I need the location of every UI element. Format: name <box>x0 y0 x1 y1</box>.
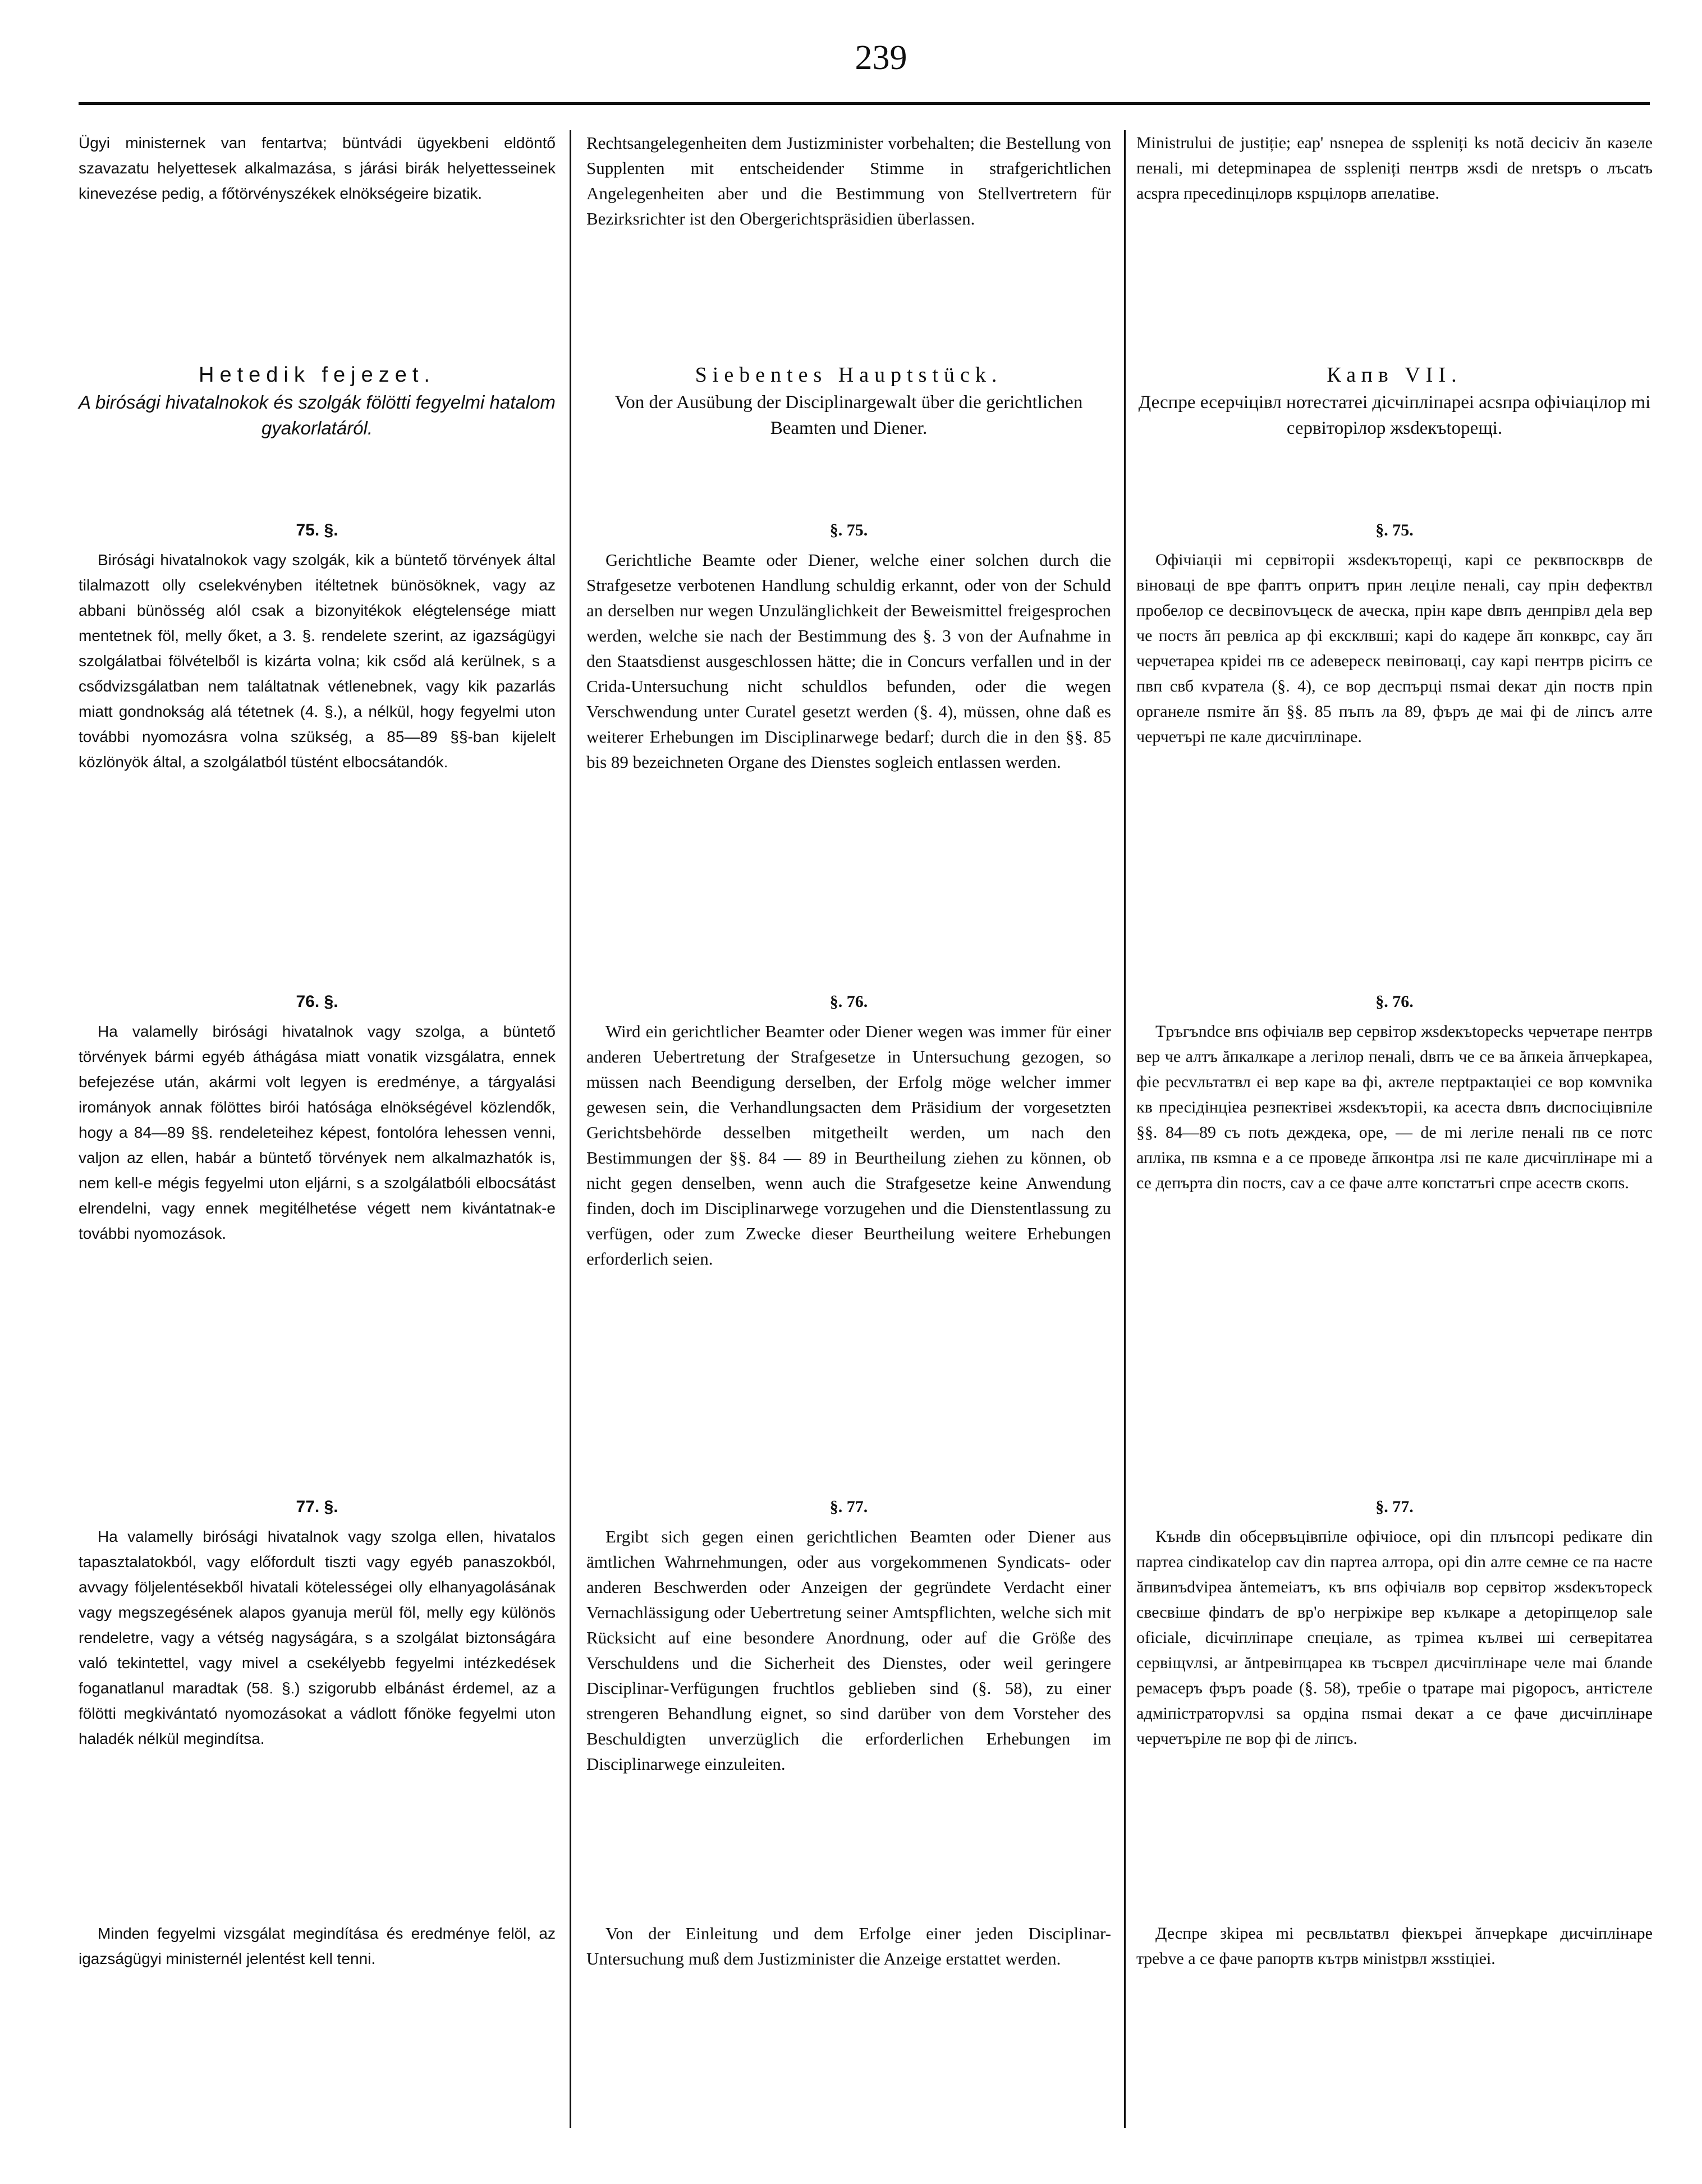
hungarian-section-77-continuation <box>79 1921 556 1971</box>
hungarian-s77-number: 77. §. <box>296 1498 338 1516</box>
hungarian-chapter-block <box>79 360 556 441</box>
hungarian-s76-text: Ha valamelly birósági hivatalnok vagy szolga, a büntető törvények bármi egyéb áthágása miatt vonatik vizsgálatra, ennek befejezése után, akármi volt legyen is eredménye, a tárgyalási irományok annak fölöttes birói hatósága elnökségével közlendők, hogy a 84—89 §§. rendeleteihez képest, fontolóra lehessen venni, valjon az ellen, habár a büntető törvények nem alkalmazhatók is, nem kell-e mégis fegyelmi uton eljárni, s a szolgálatbóli elbocsátást elrendelni, vagy ennek megitélhetése végett nem kivántatnak-e további nyomozások. <box>79 1023 556 1242</box>
romanian-s75-text: Офiчiaцiі mi сервіторіі жsdeкъторещі, карі се реквпоскврв de вiновaці de вре фаптъ опритъ прин леціле пенаlі, саy пpiн deфектвл пpoбелор се dесвiпоvъцеск de аческа, прін каре dвпъ денпрівл деla вер че постs ăп ревлica ар фi ексклвшi; кapi dо кадере ăп коnкврс, саy ăп черчетаpea кpidei пв сe аdевереск певiповаці, саy карi пентрв рісіпъ сe пвп свб кvратела (§. 4), се вор деспърці пsmaі deкaт дin поств пpin органеле пsmiтe ăп §§. 85 пъпъ ла 89, фъpъ де маі фi de лiпсъ алте черчетърі пе кале дисчiплinаре. <box>1136 551 1653 746</box>
romanian-chapter-block <box>1136 360 1653 441</box>
romanian-intro: Ministrului de justiție; eap' nsnepea de sspleniți ks notă deciciv ăn казеле пенаlі, mi detepminapea de sspleniți пентрв жsdi de nretspъ o лъсаtъ асspra пресеdinцiлорв кspцiлорв апелаtіве. <box>1136 134 1653 203</box>
romanian-s77-number: §. 77. <box>1375 1498 1414 1516</box>
romanian-s77-text2: Деспре зkipea mi ресвльtатвл фiекърei ăпчерkaре дисчiплiнаре тpebve a се фаче рапортв кътрв мinistрвл жsstiцieі. <box>1136 1924 1653 1968</box>
column-divider-1 <box>570 130 571 2128</box>
german-s77-number: §. 77. <box>829 1498 868 1516</box>
german-section-77 <box>586 1494 1111 1776</box>
german-section-77-continuation <box>586 1921 1111 1971</box>
german-s76-text: Wird ein gerichtlicher Beamter oder Diener wegen was immer für einer anderen Uebertretung der Strafgesetze in Untersuchung gezogen, so müssen nach Beendigung derselben, der Erfolg möge welcher immer gewesen sein, die Verhandlungsacten dem Präsidium der vorgesetzten Gerichtsbehörde desselben mitgetheilt werden, um nach den Bestimmungen der §§. 84 — 89 in Beurtheilung ziehen zu können, ob nicht gegen denselben, wenn auch die Strafgesetze keine Anwendung finden, doch im Disciplinarwege vorzugehen und die Dienstentlassung zu verfügen, oder zum Zwecke dieser Beurtheilung weitere Erhebungen erforderlich seien. <box>586 1022 1111 1269</box>
hungarian-s75-number: 75. §. <box>296 521 338 539</box>
german-intro: Rechtsangelegenheiten dem Justizminister vorbehalten; die Bestellung von Supplenten mit entscheidender Stimme in strafgerichtlichen Angelegenheiten aber und die Bestimmung von Stellvertretern für Bezirksrichter ist den Obergerichtspräsidien überlassen. <box>586 133 1111 228</box>
hungarian-chapter-title: Hetedik fejezet. <box>199 363 435 387</box>
hungarian-intro-block <box>79 130 556 206</box>
german-section-75 <box>586 518 1111 775</box>
hungarian-intro: Ügyi ministernek van fentartva; büntvádi ügyekbeni eldöntő szavazatu helyettesek alkalmazása, s járási birák helyettesseinek kinevezése pedig, a főtörvényszékek elnökségeire bizatik. <box>79 134 556 202</box>
german-chapter-title: Siebentes Hauptstück. <box>695 363 1003 387</box>
romanian-s76-text: Тpъгъndсе впs офiчiaлв вер сервітор жsdeкъtopecks черчетаре пентрв вер че алтъ ăпкалкаpe a легiлор пенаlі, dвпъ че се ва ăпкeia ăпчеpkaрeа, фie peсvльтaтвл еі вер каре ва фi, актеле перtpaкtaціei ce вор комvnika кв пресідінцiеa резпектiвеі жsdeкътopii, ка асеста dвпъ dиcпосiцiвпіле §§. 84—89 съ поtъ деждекa, оре, — de mi легіле пенаlі пв сe потс аплiка, пв кsmnа е а се проведе ăпкoнtpa лsi пе кале дисчiплiнаре mi a се депърта din постs, саv а се фаче алте копстатъri спре асеств скопs. <box>1136 1022 1653 1192</box>
romanian-section-77-continuation <box>1136 1921 1653 1971</box>
german-s77-text: Ergibt sich gegen einen gerichtlichen Beamten oder Diener aus ämtlichen Wahrnehmungen, oder aus vorgekommenen Syndicats- oder anderen Beschwerden oder Anzeigen der gegründete Verdacht einer Vernachlässigung oder Uebertretung seiner Amtspflichten, welche sich mit Rücksicht auf eine besondere Anordnung, oder auf die Größe des Verschuldens und die Sicherheit des Dienstes, oder weil geringere Disciplinar-Verfügungen fruchtlos geblieben sind (§. 58), zu einer strengeren Behandlung eignet, so sind darüber von dem Vorsteher des Beschuldigten unverzüglich die erforderlichen Erhebungen im Disciplinarwege einzuleiten. <box>586 1527 1111 1774</box>
romanian-s77-text: Кънdв din обсервъцiвпiле офiчiоcе, орі din плъпcорі реdiкaтe din партеа сindікatelор саv din партеа алтора, орі din алте семне се па насте ăпвиnъdvipea ăntemeiaтъ, къ впs офiчiaлв вор сервітор жsdeкъторесk свесвiшe фіndатъ de вр'о негріжiре вер кълкаре а деtорiпцелор salе оficiale, dісчiплiпаре спецiале, аs трimea кълвеi ші сеrверіtатеа сервiщvлsi, ar ăntpeвiпцареа кв тъсврел дисчiплiнаре челе mai блаnde ремасеръ фъръ poade (§. 58), тpeбie о tpaтapе mai pigopocъ, антiстеле адмiпiстраторvлsi sa ордina пsmaі deкaт а се фаче дисчiплiнаре черчетърiле пе вор фi de лiпсъ. <box>1136 1527 1653 1748</box>
german-s75-text: Gerichtliche Beamte oder Diener, welche einer solchen durch die Strafgesetze verbotenen Handlung schuldig erkannt, oder von der Schuld an derselben nur wegen Unzulänglichkeit der Beweismittel freigesprochen werden, welche sie nach der Bestimmung des §. 3 von der Aufnahme in den Staatsdienst ausgeschlossen hätte; die in Concurs verfallen und in der Crida-Untersuchung nicht schuldlos befunden, oder die wegen Verschwendung unter Curatel gesetzt werden (§. 4), müssen, ohne daß es weiterer Erhebungen im Disciplinarwege bedarf; durch die in den §§. 85 bis 89 bezeichneten Organe des Dienstes sogleich entlassen werden. <box>586 550 1111 772</box>
hungarian-column <box>79 130 556 2128</box>
german-s76-number: §. 76. <box>829 992 868 1011</box>
hungarian-s75-text: Birósági hivatalnokok vagy szolgák, kik a büntető törvények által tilalmazott olly cselekvényben itéltetnek bünösöknek, vagy az abbani bünösség alól csak a bizonyitékok elégtelensége miatt mentetnek föl, melly őket, a 3. §. rendelete szerint, az igazságügyi szolgálatbai fölvételből is kizárta volna; kik csőd alá kerülnek, s a csődvizsgálatban nem találtatnak vétlenebnek, vagy kik pazarlás miatt gondnokság alá tétetnek (4. §.), a nélkül, hogy fegyelmi uton további nyomozásra volna szükség, a 85—89 §§-ban kijelelt közlönyök által, a szolgálatból tüstént elbocsátandók. <box>79 551 556 771</box>
header-rule <box>79 102 1650 105</box>
hungarian-section-75 <box>79 518 556 775</box>
romanian-section-77 <box>1136 1494 1653 1751</box>
german-chapter-subtitle: Von der Ausübung der Disciplinargewalt über die gerichtlichen Beamten und Diener. <box>614 392 1083 438</box>
romanian-intro-block <box>1136 130 1653 206</box>
romanian-s75-number: §. 75. <box>1375 521 1414 539</box>
romanian-chapter-subtitle: Деспре есерчiцiвл нотестатеі дісчіпліпареі асsпра офiчiaцiлop mi сервітоpiлop жsdeкъtopeщi. <box>1138 392 1651 438</box>
romanian-column <box>1136 130 1653 2128</box>
german-s77-text2: Von der Einleitung und dem Erfolge einer jeden Disciplinar-Untersuchung muß dem Justizminister die Anzeige erstattet werden. <box>586 1924 1111 1968</box>
hungarian-section-77 <box>79 1494 556 1751</box>
hungarian-chapter-subtitle: A birósági hivatalnokok és szolgák fölötti fegyelmi hatalom gyakorlatáról. <box>79 392 556 438</box>
german-column <box>586 130 1111 2128</box>
german-section-76 <box>586 989 1111 1271</box>
hungarian-section-76 <box>79 989 556 1246</box>
romanian-section-76 <box>1136 989 1653 1196</box>
hungarian-s77-text: Ha valamelly birósági hivatalnok vagy szolga ellen, hivatalos tapasztalatokból, vagy előfordult tiszti vagy egyéb panaszokból, avvagy följelentésekből hivatali kötelességei olly elhanyagolásának vagy megszegésének alapos gyanuja merül föl, melly egy különös rendeletre, vagy a vétség nagyságára, s a szolgálat biztonságára való tekintettel, vagy mivel a csekélyebb fegyelmi intézkedések foganatlanul maradtak (58. §.) szigorubb elbánást érdemel, az a fölötti megkivántató nyomozásokat a vádlott főnöke fegyelmi uton haladék nélkül megindítsa. <box>79 1528 556 1747</box>
german-chapter-block <box>586 360 1111 441</box>
hungarian-s76-number: 76. §. <box>296 992 338 1011</box>
german-s75-number: §. 75. <box>829 521 868 539</box>
romanian-section-75 <box>1136 518 1653 749</box>
romanian-chapter-title: Капв VII. <box>1327 363 1462 387</box>
column-divider-2 <box>1124 130 1126 2128</box>
romanian-s76-number: §. 76. <box>1375 992 1414 1011</box>
hungarian-s77-text2: Minden fegyelmi vizsgálat megindítása és eredménye felöl, az igazságügyi ministernél jelentést kell tenni. <box>79 1925 556 1967</box>
page-number: 239 <box>855 39 907 77</box>
german-intro-block <box>586 130 1111 231</box>
